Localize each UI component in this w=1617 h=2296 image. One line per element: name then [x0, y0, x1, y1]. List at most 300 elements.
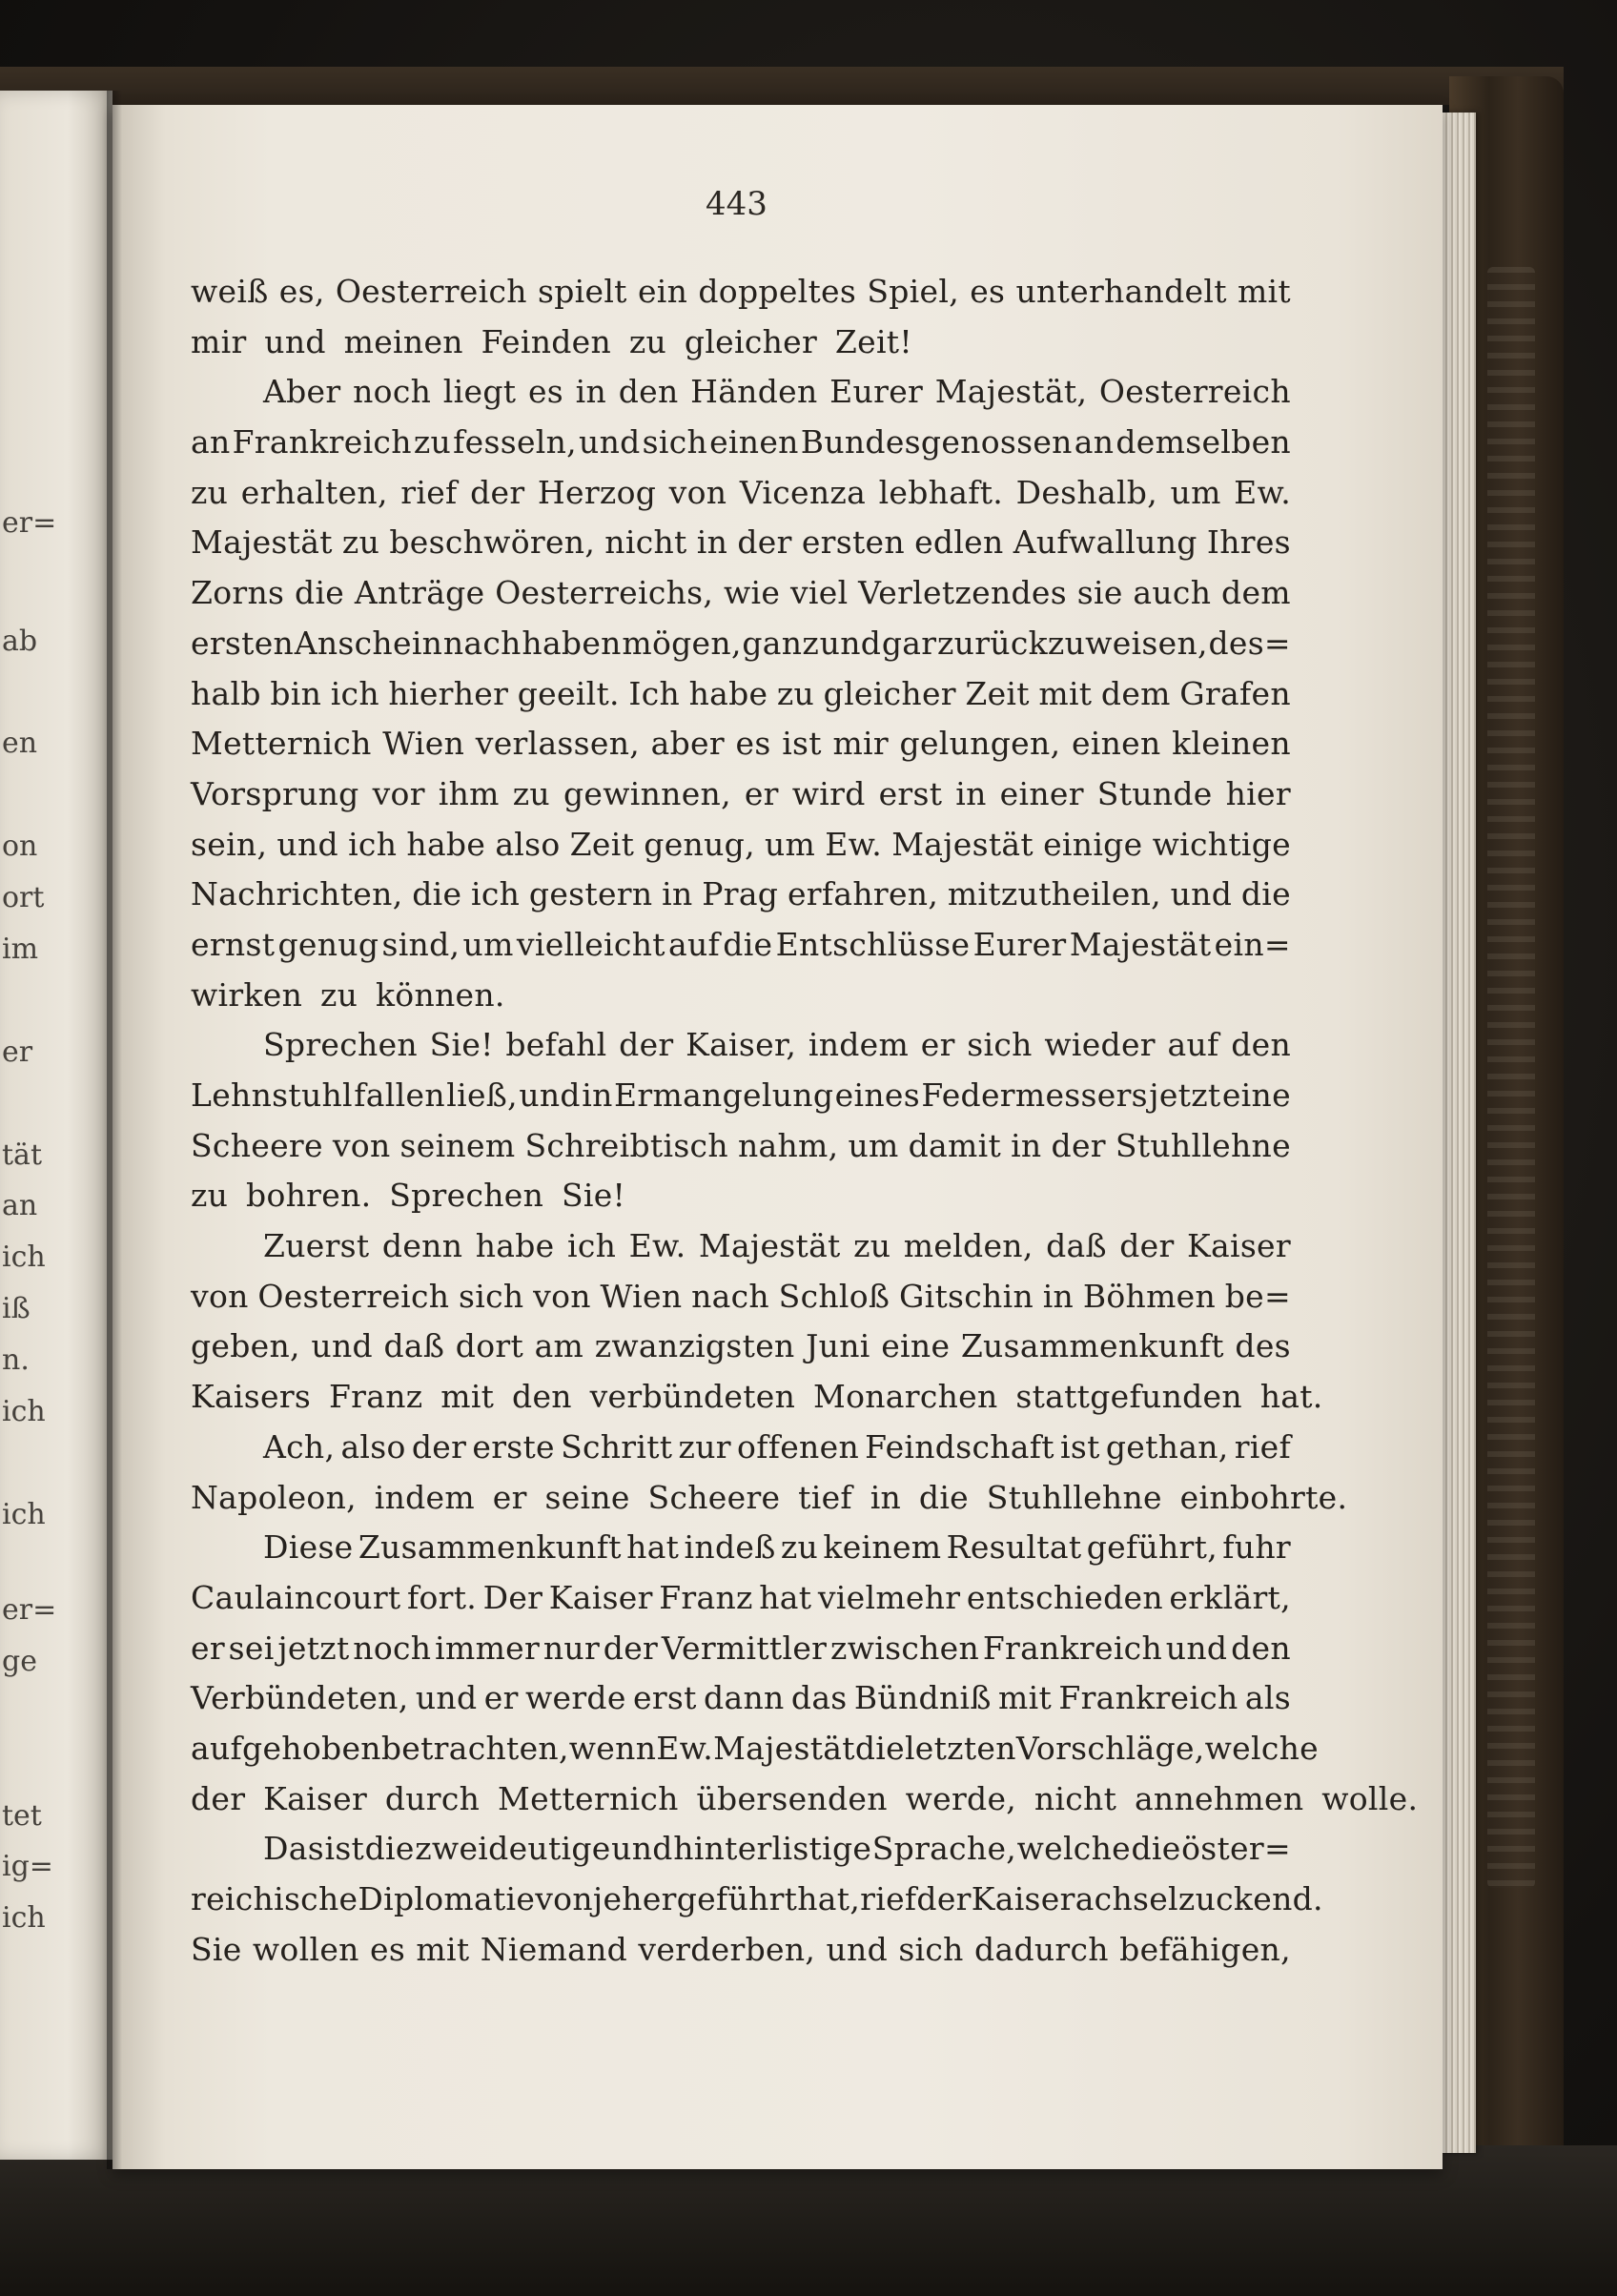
text-line: [191, 1221, 1291, 1272]
book-gutter-shadow: [107, 91, 122, 2169]
word: noch: [353, 373, 432, 411]
word: demselben: [1116, 423, 1291, 461]
word: Ew.: [1234, 473, 1291, 511]
word: Kaiser: [971, 1880, 1075, 1917]
word: Prag: [702, 875, 779, 913]
word: gar: [881, 624, 937, 662]
word: fort.: [406, 1578, 478, 1616]
word: hinterlistige: [673, 1830, 872, 1868]
word: sind,: [381, 925, 461, 963]
word: Frankreich: [232, 423, 412, 461]
word: keinem: [823, 1528, 942, 1567]
word: zu: [780, 1528, 819, 1567]
word: Zorns: [191, 574, 285, 612]
word: befähigen,: [1119, 1930, 1291, 1968]
word: bin: [270, 674, 322, 712]
word: fesseln,: [453, 423, 577, 461]
text-line: [191, 1774, 1419, 1825]
word: daß: [383, 1327, 445, 1365]
text-line: [191, 1624, 1291, 1674]
word: ist: [1060, 1427, 1100, 1466]
word: um: [764, 825, 816, 863]
word: in: [1011, 1126, 1042, 1164]
word: und: [1170, 875, 1233, 913]
word: mit: [416, 1930, 470, 1968]
word: einen: [1071, 725, 1161, 763]
word: hat,: [797, 1880, 861, 1917]
left-page-fragment: er=: [2, 1592, 57, 1627]
word: kleinen: [1172, 725, 1291, 763]
word: aber: [650, 725, 725, 763]
word: nur: [542, 1629, 601, 1667]
word: um: [848, 1126, 899, 1164]
word: sich: [967, 1026, 1033, 1064]
text-line: [191, 1322, 1291, 1372]
word: betrachten,: [380, 1729, 569, 1767]
word: Eurer: [829, 373, 924, 411]
word: zwanzigsten: [594, 1327, 795, 1365]
word: der: [603, 1629, 659, 1667]
word: gewinnen,: [563, 774, 731, 812]
word: nicht: [604, 523, 687, 562]
word: denn: [381, 1227, 463, 1265]
left-page-fragment: ort: [2, 881, 45, 914]
word: des: [1235, 1327, 1291, 1365]
word: von: [191, 1277, 249, 1315]
word: hierher: [388, 674, 509, 712]
word: öster=: [1181, 1830, 1291, 1868]
text-line: [191, 1372, 1323, 1423]
text-line: [191, 1523, 1291, 1573]
word: um: [1170, 473, 1221, 511]
word: die: [412, 875, 462, 913]
word: ein=: [1214, 925, 1291, 963]
word: Der: [482, 1578, 543, 1616]
word: von: [668, 473, 727, 511]
word: hat: [626, 1528, 680, 1567]
text-line: [191, 820, 1291, 871]
word: Ach,: [263, 1427, 336, 1466]
word: er: [920, 1026, 955, 1064]
word: aufgehoben: [191, 1729, 381, 1767]
word: genug,: [644, 825, 755, 863]
word: Verbündeten,: [191, 1679, 409, 1717]
word: eine: [881, 1327, 951, 1365]
word: eine: [1221, 1076, 1291, 1114]
word: nahm,: [737, 1126, 839, 1164]
word: die: [723, 925, 773, 963]
word: es: [970, 273, 1006, 310]
word: er: [191, 1629, 225, 1667]
word: Majestät,: [934, 373, 1088, 411]
word: zweideutige: [415, 1830, 611, 1868]
left-page-fragment: ab: [2, 624, 38, 658]
word: noch: [353, 1629, 432, 1667]
left-page-fragment: ich: [2, 1901, 46, 1936]
word: ersten: [801, 523, 905, 562]
word: also: [495, 825, 561, 863]
word: Diplomatie: [358, 1880, 536, 1917]
word: mit: [1038, 674, 1093, 712]
word: in: [1042, 1277, 1075, 1315]
word: zwischen: [830, 1629, 980, 1667]
word: und: [1165, 1629, 1228, 1667]
word: und: [276, 825, 338, 863]
word: Oesterreich: [335, 273, 527, 310]
word: doppeltes: [698, 273, 857, 310]
word: Scheere: [191, 1126, 323, 1164]
word: Sie!: [429, 1026, 494, 1064]
word: Frankreich: [982, 1629, 1163, 1667]
word: Majestät: [698, 1227, 841, 1265]
word: des=: [1208, 624, 1291, 662]
word: genug: [277, 925, 379, 963]
page-text-block: [191, 267, 1419, 1975]
word: Ew.: [628, 1227, 686, 1265]
word: Zuerst: [263, 1227, 370, 1265]
word: zu: [413, 423, 452, 461]
word: geführt: [676, 1880, 798, 1917]
word: Kaiser,: [686, 1026, 797, 1064]
text-line: [191, 1673, 1291, 1724]
word: fallen: [354, 1076, 445, 1114]
word: ich: [566, 1227, 617, 1265]
word: welche: [1204, 1729, 1320, 1767]
word: Vermittler: [661, 1629, 828, 1667]
word: erst: [878, 774, 943, 812]
word: Ermangelung: [614, 1076, 834, 1114]
word: zu: [853, 1227, 891, 1265]
word: von: [535, 1880, 593, 1917]
word: erst: [633, 1679, 697, 1717]
word: achselzuckend.: [1075, 1880, 1323, 1917]
word: sei: [228, 1629, 275, 1667]
word: in: [696, 523, 728, 562]
word: das: [790, 1679, 848, 1717]
word: jetzt: [1149, 1076, 1221, 1114]
word: vielleicht: [516, 925, 665, 963]
word: Nachrichten,: [191, 875, 403, 913]
word: auf: [668, 925, 721, 963]
word: ich: [471, 875, 521, 913]
word: den: [1231, 1026, 1291, 1064]
word: verderben,: [638, 1930, 816, 1968]
text-line: [191, 1875, 1323, 1925]
word: erhalten,: [240, 473, 388, 511]
word: am: [534, 1327, 584, 1365]
word: weiß: [191, 273, 269, 310]
word: Oesterreichs,: [495, 574, 714, 612]
text-line-content: mir und meinen Feinden zu gleicher Zeit!: [191, 322, 912, 360]
word: wie: [723, 574, 781, 612]
word: dem: [1221, 574, 1291, 612]
text-line: [191, 769, 1291, 820]
word: er: [744, 774, 779, 812]
word: verlassen,: [475, 725, 641, 763]
word: Schreibtisch: [524, 1126, 728, 1164]
word: Zeit: [569, 825, 635, 863]
text-line: [191, 669, 1291, 720]
word: Aber: [263, 373, 341, 411]
text-line: [191, 267, 1291, 318]
word: mit: [1237, 273, 1291, 310]
word: hat: [759, 1578, 812, 1616]
word: zu: [191, 473, 229, 511]
word: einige: [1043, 825, 1143, 863]
word: ganz: [742, 624, 820, 662]
word: Niemand: [480, 1930, 628, 1968]
word: zu: [776, 674, 815, 712]
word: wird: [791, 774, 866, 812]
word: nach: [691, 1277, 769, 1315]
word: erfahren,: [787, 875, 939, 913]
text-line: [191, 1423, 1291, 1473]
word: Vicenza: [739, 473, 867, 511]
word: befahl: [505, 1026, 607, 1064]
word: Vorsprung: [191, 774, 359, 812]
word: zu: [341, 523, 380, 562]
word: mitzutheilen,: [947, 875, 1161, 913]
word: daß: [1046, 1227, 1107, 1265]
word: als: [1244, 1679, 1291, 1717]
word: und: [826, 1930, 889, 1968]
word: Grafen: [1179, 674, 1291, 712]
word: welche: [1016, 1830, 1131, 1868]
word: Wien: [382, 725, 465, 763]
word: er: [483, 1679, 519, 1717]
word: indeß: [684, 1528, 776, 1567]
word: dort: [455, 1327, 524, 1365]
word: die: [295, 574, 345, 612]
text-line: [191, 568, 1291, 619]
word: die: [364, 1830, 415, 1868]
word: melden,: [903, 1227, 1034, 1265]
word: Federmessers: [921, 1076, 1148, 1114]
word: Zusammenkunft: [358, 1528, 622, 1567]
word: Schloß: [778, 1277, 890, 1315]
text-line: [191, 1925, 1291, 1976]
text-line: [191, 1121, 1291, 1172]
word: einen: [709, 423, 799, 461]
word: Sprechen: [263, 1026, 418, 1064]
word: hier: [1225, 774, 1291, 812]
facing-left-page: [0, 91, 113, 2160]
text-line: [191, 619, 1291, 669]
left-page-fragment: iß: [2, 1292, 31, 1326]
word: sein,: [191, 825, 268, 863]
word: an: [191, 423, 231, 461]
word: Eurer: [972, 925, 1067, 963]
word: auf: [1167, 1026, 1219, 1064]
word: der: [1051, 1126, 1106, 1164]
word: habe: [406, 825, 486, 863]
word: erklärt,: [1169, 1578, 1291, 1616]
left-page-fragment: en: [2, 727, 38, 761]
text-line: [191, 1824, 1291, 1875]
word: offenen: [737, 1427, 859, 1466]
text-line: [191, 1171, 1291, 1221]
left-page-fragment: tät: [2, 1138, 42, 1172]
word: mögen,: [622, 624, 742, 662]
text-line: [191, 1071, 1291, 1121]
word: wieder: [1044, 1026, 1156, 1064]
word: ist: [782, 725, 822, 763]
text-line-content: zu bohren. Sprechen Sie!: [191, 1177, 626, 1215]
word: ihm: [438, 774, 500, 812]
word: Resultat: [946, 1528, 1082, 1567]
text-line-content: Kaisers Franz mit den verbündeten Monarchen stattgefunden hat.: [191, 1378, 1323, 1416]
word: nach: [442, 624, 522, 662]
word: jetzt: [277, 1629, 350, 1667]
word: Ew.: [825, 825, 883, 863]
word: Juni: [806, 1327, 870, 1365]
left-page-fragment: tet: [2, 1798, 42, 1833]
text-line: [191, 870, 1291, 920]
word: Kaiser: [548, 1578, 653, 1616]
word: sie: [1076, 574, 1123, 612]
word: edlen: [914, 523, 1004, 562]
word: von: [533, 1277, 591, 1315]
word: wollen: [252, 1930, 359, 1968]
word: Herzog: [537, 473, 657, 511]
word: und: [415, 1679, 478, 1717]
word: Majestät: [1069, 925, 1212, 963]
word: die: [1240, 875, 1291, 913]
word: lebhaft.: [878, 473, 1004, 511]
word: Bündniß: [853, 1679, 992, 1717]
word: Oesterreich: [1098, 373, 1291, 411]
word: in: [955, 774, 987, 812]
word: Händen: [690, 373, 818, 411]
word: Diese: [263, 1528, 354, 1567]
word: damit: [908, 1126, 1002, 1164]
word: halb: [191, 674, 261, 712]
text-line: [191, 418, 1291, 468]
word: den: [1231, 1629, 1291, 1667]
text-line: [191, 1272, 1291, 1322]
word: mit: [998, 1679, 1053, 1717]
left-page-fragment: n.: [2, 1343, 30, 1378]
word: Stunde: [1096, 774, 1213, 812]
word: Ich: [628, 674, 681, 712]
page-edge-stack: [1438, 113, 1476, 2153]
word: indem: [808, 1026, 910, 1064]
word: und: [819, 624, 882, 662]
word: der: [916, 1880, 972, 1917]
word: Bundesgenossen: [800, 423, 1073, 461]
word: entschieden: [966, 1578, 1163, 1616]
word: rief: [860, 1880, 917, 1917]
left-page-fragment: im: [2, 932, 39, 966]
word: Caulaincourt: [191, 1578, 401, 1616]
word: liegt: [442, 373, 517, 411]
word: Vorschläge,: [1015, 1729, 1205, 1767]
text-line-content: wirken zu können.: [191, 975, 505, 1014]
word: und: [519, 1076, 581, 1114]
left-page-fragment: on: [2, 830, 38, 864]
word: jeher: [592, 1880, 677, 1917]
text-line: [191, 1724, 1320, 1774]
word: sich: [459, 1277, 524, 1315]
word: habe: [475, 1227, 555, 1265]
left-page-fragment: er=: [2, 506, 57, 541]
text-line: [191, 518, 1291, 568]
word: sich: [642, 423, 708, 461]
word: um: [462, 925, 514, 963]
word: und: [579, 423, 641, 461]
word: Wien: [600, 1277, 683, 1315]
word: beschwören,: [389, 523, 596, 562]
word: Majestät: [191, 523, 333, 562]
word: zu: [512, 774, 550, 812]
text-line: [191, 318, 1291, 368]
text-line: [191, 468, 1291, 519]
word: die: [1131, 1830, 1181, 1868]
text-line: [191, 719, 1291, 769]
word: Schritt: [561, 1427, 673, 1466]
word: Kaiser: [1187, 1227, 1291, 1265]
word: Franz: [659, 1578, 753, 1616]
word: letzten: [904, 1729, 1016, 1767]
word: den: [618, 373, 679, 411]
word: also: [340, 1427, 406, 1466]
text-line: [191, 367, 1291, 418]
word: Feindschaft: [865, 1427, 1054, 1466]
word: Böhmen: [1082, 1277, 1217, 1315]
word: der: [470, 473, 525, 511]
word: der: [1119, 1227, 1175, 1265]
word: unterhandelt: [1015, 273, 1227, 310]
word: vor: [372, 774, 425, 812]
left-page-fragment: ge: [2, 1644, 37, 1678]
word: geführt,: [1086, 1528, 1218, 1567]
word: zur: [678, 1427, 731, 1466]
left-page-fragment: ich: [2, 1395, 46, 1428]
left-page-fragment: ich: [2, 1240, 46, 1275]
word: Stuhllehne: [1115, 1126, 1291, 1164]
word: reichische: [191, 1880, 358, 1917]
word: und: [311, 1327, 373, 1365]
word: Lehnstuhl: [191, 1076, 353, 1114]
word: werde: [524, 1679, 626, 1717]
word: geben,: [191, 1327, 300, 1365]
word: Majestät: [713, 1729, 855, 1767]
word: die: [854, 1729, 905, 1767]
word: gethan,: [1105, 1427, 1229, 1466]
word: ernst: [191, 925, 276, 963]
word: ist: [324, 1830, 365, 1868]
text-line-content: der Kaiser durch Metternich übersenden werde, nicht annehmen wolle.: [191, 1779, 1419, 1817]
book-cover-top-edge: [0, 67, 1564, 105]
word: der: [411, 1427, 467, 1466]
word: es: [527, 373, 564, 411]
word: dem: [1100, 674, 1171, 712]
word: sich: [898, 1930, 964, 1968]
word: in: [575, 373, 607, 411]
text-line-content: Napoleon, indem er seine Scheere tief in die Stuhllehne einbohrte.: [191, 1478, 1348, 1516]
word: in: [582, 1076, 613, 1114]
word: Zusammenkunft: [960, 1327, 1224, 1365]
word: Verletzendes: [858, 574, 1067, 612]
left-page-fragment: ig=: [2, 1850, 53, 1884]
word: Sprache,: [871, 1830, 1017, 1868]
text-line: [191, 1573, 1291, 1624]
word: auch: [1133, 574, 1212, 612]
word: ich: [348, 825, 398, 863]
word: Sie: [191, 1930, 242, 1968]
word: ein: [637, 273, 688, 310]
word: Spiel,: [867, 273, 959, 310]
